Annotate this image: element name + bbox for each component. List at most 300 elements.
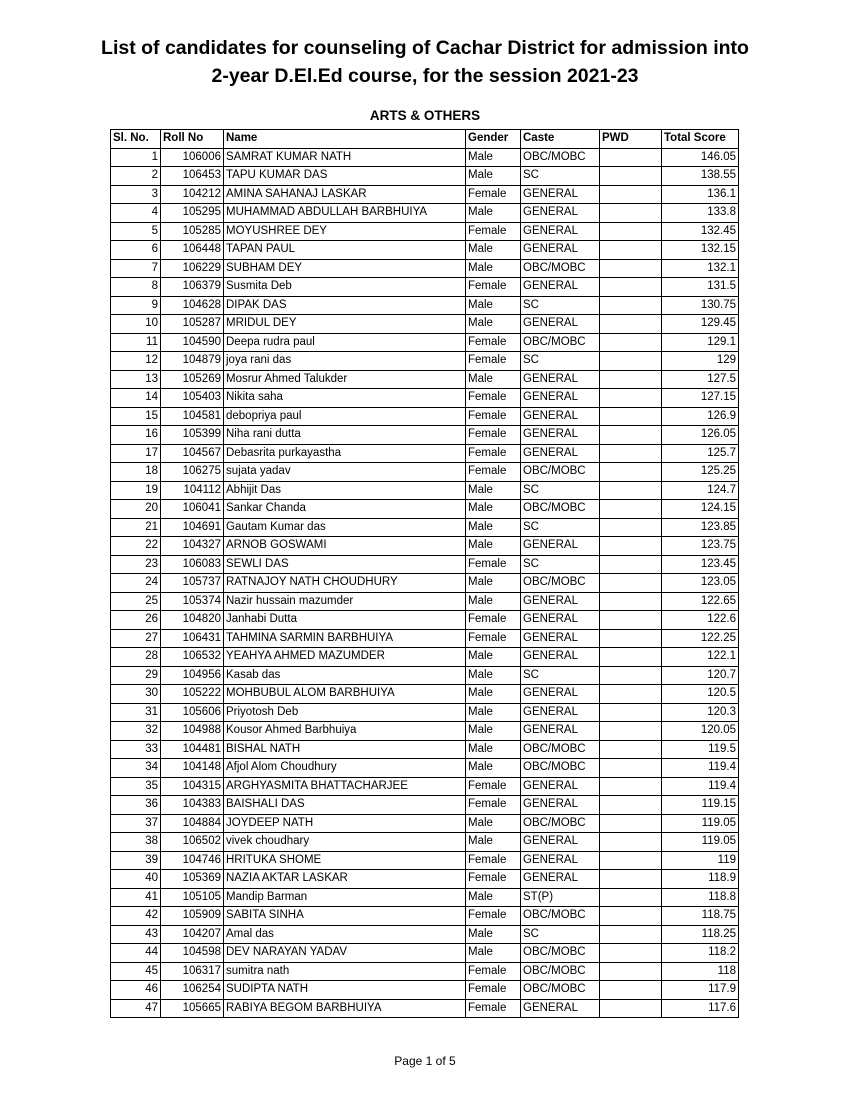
roll-no-cell: 106317: [161, 962, 224, 981]
name-cell: Sankar Chanda: [224, 500, 466, 519]
name-cell: MOHBUBUL ALOM BARBHUIYA: [224, 685, 466, 704]
caste-cell: GENERAL: [521, 999, 600, 1018]
pwd-cell: [600, 500, 662, 519]
table-row: [111, 426, 739, 445]
total-score-cell: 123.75: [662, 537, 739, 556]
name-cell: Mandip Barman: [224, 888, 466, 907]
total-score-cell: 119: [662, 851, 739, 870]
caste-cell: SC: [521, 167, 600, 186]
gender-cell: Male: [466, 259, 521, 278]
table-row: [111, 296, 739, 315]
roll-no-cell: 104988: [161, 722, 224, 741]
roll-no-cell: 105606: [161, 703, 224, 722]
sl-no-cell: 11: [111, 333, 161, 352]
roll-no-cell: 106041: [161, 500, 224, 519]
pwd-cell: [600, 740, 662, 759]
header-name: Name: [224, 130, 466, 149]
gender-cell: Male: [466, 592, 521, 611]
pwd-cell: [600, 315, 662, 334]
pwd-cell: [600, 870, 662, 889]
table-row: [111, 870, 739, 889]
caste-cell: OBC/MOBC: [521, 740, 600, 759]
roll-no-cell: 105285: [161, 222, 224, 241]
gender-cell: Male: [466, 888, 521, 907]
total-score-cell: 122.65: [662, 592, 739, 611]
pwd-cell: [600, 555, 662, 574]
table-row: [111, 685, 739, 704]
name-cell: SEWLI DAS: [224, 555, 466, 574]
gender-cell: Male: [466, 833, 521, 852]
gender-cell: Female: [466, 333, 521, 352]
sl-no-cell: 13: [111, 370, 161, 389]
roll-no-cell: 104327: [161, 537, 224, 556]
sl-no-cell: 1: [111, 148, 161, 167]
sl-no-cell: 39: [111, 851, 161, 870]
table-row: [111, 444, 739, 463]
caste-cell: OBC/MOBC: [521, 259, 600, 278]
total-score-cell: 132.45: [662, 222, 739, 241]
table-row: [111, 481, 739, 500]
name-cell: Abhijit Das: [224, 481, 466, 500]
table-row: [111, 629, 739, 648]
total-score-cell: 130.75: [662, 296, 739, 315]
name-cell: ARGHYASMITA BHATTACHARJEE: [224, 777, 466, 796]
table-row: [111, 777, 739, 796]
gender-cell: Male: [466, 574, 521, 593]
sl-no-cell: 12: [111, 352, 161, 371]
pwd-cell: [600, 796, 662, 815]
caste-cell: GENERAL: [521, 722, 600, 741]
table-row: [111, 222, 739, 241]
table-row: [111, 888, 739, 907]
roll-no-cell: 106006: [161, 148, 224, 167]
name-cell: SAMRAT KUMAR NATH: [224, 148, 466, 167]
table-row: [111, 278, 739, 297]
table-row: [111, 925, 739, 944]
name-cell: Gautam Kumar das: [224, 518, 466, 537]
name-cell: Kasab das: [224, 666, 466, 685]
pwd-cell: [600, 777, 662, 796]
name-cell: DEV NARAYAN YADAV: [224, 944, 466, 963]
pwd-cell: [600, 666, 662, 685]
gender-cell: Female: [466, 796, 521, 815]
total-score-cell: 129: [662, 352, 739, 371]
table-row: [111, 167, 739, 186]
pwd-cell: [600, 888, 662, 907]
caste-cell: GENERAL: [521, 537, 600, 556]
sl-no-cell: 10: [111, 315, 161, 334]
name-cell: TAHMINA SARMIN BARBHUIYA: [224, 629, 466, 648]
sl-no-cell: 40: [111, 870, 161, 889]
name-cell: Nazir hussain mazumder: [224, 592, 466, 611]
caste-cell: GENERAL: [521, 851, 600, 870]
pwd-cell: [600, 592, 662, 611]
table-body: [111, 148, 739, 1018]
name-cell: HRITUKA SHOME: [224, 851, 466, 870]
table-row: [111, 518, 739, 537]
pwd-cell: [600, 407, 662, 426]
sl-no-cell: 8: [111, 278, 161, 297]
table-row: [111, 981, 739, 1000]
pwd-cell: [600, 981, 662, 1000]
table-row: [111, 592, 739, 611]
pwd-cell: [600, 389, 662, 408]
roll-no-cell: 104481: [161, 740, 224, 759]
gender-cell: Female: [466, 611, 521, 630]
total-score-cell: 120.5: [662, 685, 739, 704]
sl-no-cell: 31: [111, 703, 161, 722]
roll-no-cell: 104746: [161, 851, 224, 870]
gender-cell: Female: [466, 962, 521, 981]
gender-cell: Female: [466, 352, 521, 371]
name-cell: Janhabi Dutta: [224, 611, 466, 630]
table-row: [111, 666, 739, 685]
total-score-cell: 132.15: [662, 241, 739, 260]
caste-cell: GENERAL: [521, 185, 600, 204]
header-sl-no: Sl. No.: [111, 130, 161, 149]
name-cell: Priyotosh Deb: [224, 703, 466, 722]
total-score-cell: 120.3: [662, 703, 739, 722]
header-total-score: Total Score: [662, 130, 739, 149]
total-score-cell: 129.1: [662, 333, 739, 352]
pwd-cell: [600, 222, 662, 241]
roll-no-cell: 105665: [161, 999, 224, 1018]
name-cell: sujata yadav: [224, 463, 466, 482]
total-score-cell: 120.7: [662, 666, 739, 685]
name-cell: SABITA SINHA: [224, 907, 466, 926]
header-roll-no: Roll No: [161, 130, 224, 149]
table-row: [111, 352, 739, 371]
sl-no-cell: 18: [111, 463, 161, 482]
sl-no-cell: 26: [111, 611, 161, 630]
name-cell: ARNOB GOSWAMI: [224, 537, 466, 556]
gender-cell: Female: [466, 463, 521, 482]
sl-no-cell: 35: [111, 777, 161, 796]
roll-no-cell: 104598: [161, 944, 224, 963]
roll-no-cell: 105269: [161, 370, 224, 389]
caste-cell: GENERAL: [521, 204, 600, 223]
total-score-cell: 118.8: [662, 888, 739, 907]
table-header-row: [111, 130, 739, 149]
sl-no-cell: 44: [111, 944, 161, 963]
roll-no-cell: 104884: [161, 814, 224, 833]
table-row: [111, 555, 739, 574]
caste-cell: OBC/MOBC: [521, 814, 600, 833]
gender-cell: Male: [466, 925, 521, 944]
roll-no-cell: 104383: [161, 796, 224, 815]
caste-cell: GENERAL: [521, 389, 600, 408]
name-cell: sumitra nath: [224, 962, 466, 981]
caste-cell: OBC/MOBC: [521, 981, 600, 1000]
roll-no-cell: 106448: [161, 241, 224, 260]
gender-cell: Female: [466, 851, 521, 870]
gender-cell: Female: [466, 222, 521, 241]
pwd-cell: [600, 814, 662, 833]
roll-no-cell: 105737: [161, 574, 224, 593]
name-cell: NAZIA AKTAR LASKAR: [224, 870, 466, 889]
roll-no-cell: 104567: [161, 444, 224, 463]
pwd-cell: [600, 611, 662, 630]
gender-cell: Male: [466, 666, 521, 685]
roll-no-cell: 106379: [161, 278, 224, 297]
header-pwd: PWD: [600, 130, 662, 149]
table-row: [111, 722, 739, 741]
roll-no-cell: 105403: [161, 389, 224, 408]
caste-cell: GENERAL: [521, 648, 600, 667]
roll-no-cell: 106502: [161, 833, 224, 852]
sl-no-cell: 43: [111, 925, 161, 944]
sl-no-cell: 22: [111, 537, 161, 556]
caste-cell: OBC/MOBC: [521, 962, 600, 981]
pwd-cell: [600, 944, 662, 963]
caste-cell: GENERAL: [521, 444, 600, 463]
gender-cell: Male: [466, 370, 521, 389]
total-score-cell: 120.05: [662, 722, 739, 741]
table-row: [111, 962, 739, 981]
name-cell: Deepa rudra paul: [224, 333, 466, 352]
roll-no-cell: 104590: [161, 333, 224, 352]
sl-no-cell: 14: [111, 389, 161, 408]
roll-no-cell: 105287: [161, 315, 224, 334]
caste-cell: ST(P): [521, 888, 600, 907]
caste-cell: SC: [521, 555, 600, 574]
name-cell: Kousor Ahmed Barbhuiya: [224, 722, 466, 741]
sl-no-cell: 47: [111, 999, 161, 1018]
gender-cell: Male: [466, 759, 521, 778]
pwd-cell: [600, 518, 662, 537]
name-cell: AMINA SAHANAJ LASKAR: [224, 185, 466, 204]
name-cell: YEAHYA AHMED MAZUMDER: [224, 648, 466, 667]
caste-cell: SC: [521, 352, 600, 371]
gender-cell: Female: [466, 629, 521, 648]
roll-no-cell: 105374: [161, 592, 224, 611]
name-cell: vivek choudhary: [224, 833, 466, 852]
gender-cell: Male: [466, 296, 521, 315]
pwd-cell: [600, 463, 662, 482]
total-score-cell: 122.25: [662, 629, 739, 648]
roll-no-cell: 105295: [161, 204, 224, 223]
table-row: [111, 833, 739, 852]
pwd-cell: [600, 999, 662, 1018]
pwd-cell: [600, 296, 662, 315]
table-row: [111, 796, 739, 815]
pwd-cell: [600, 962, 662, 981]
caste-cell: GENERAL: [521, 629, 600, 648]
sl-no-cell: 24: [111, 574, 161, 593]
total-score-cell: 118: [662, 962, 739, 981]
caste-cell: GENERAL: [521, 222, 600, 241]
caste-cell: SC: [521, 481, 600, 500]
gender-cell: Male: [466, 814, 521, 833]
caste-cell: GENERAL: [521, 870, 600, 889]
pwd-cell: [600, 481, 662, 500]
table-row: [111, 148, 739, 167]
sl-no-cell: 29: [111, 666, 161, 685]
pwd-cell: [600, 907, 662, 926]
name-cell: Amal das: [224, 925, 466, 944]
caste-cell: OBC/MOBC: [521, 574, 600, 593]
total-score-cell: 119.15: [662, 796, 739, 815]
sl-no-cell: 7: [111, 259, 161, 278]
caste-cell: OBC/MOBC: [521, 759, 600, 778]
caste-cell: GENERAL: [521, 241, 600, 260]
name-cell: Niha rani dutta: [224, 426, 466, 445]
gender-cell: Male: [466, 740, 521, 759]
total-score-cell: 123.85: [662, 518, 739, 537]
roll-no-cell: 104112: [161, 481, 224, 500]
table-row: [111, 907, 739, 926]
caste-cell: OBC/MOBC: [521, 463, 600, 482]
name-cell: RABIYA BEGOM BARBHUIYA: [224, 999, 466, 1018]
pwd-cell: [600, 259, 662, 278]
roll-no-cell: 105369: [161, 870, 224, 889]
name-cell: debopriya paul: [224, 407, 466, 426]
table-row: [111, 703, 739, 722]
table-row: [111, 611, 739, 630]
table-row: [111, 315, 739, 334]
table-row: [111, 241, 739, 260]
total-score-cell: 118.75: [662, 907, 739, 926]
roll-no-cell: 105222: [161, 685, 224, 704]
roll-no-cell: 105105: [161, 888, 224, 907]
roll-no-cell: 105399: [161, 426, 224, 445]
caste-cell: GENERAL: [521, 407, 600, 426]
name-cell: SUBHAM DEY: [224, 259, 466, 278]
gender-cell: Female: [466, 444, 521, 463]
caste-cell: GENERAL: [521, 777, 600, 796]
pwd-cell: [600, 648, 662, 667]
table-row: [111, 740, 739, 759]
caste-cell: SC: [521, 518, 600, 537]
total-score-cell: 119.4: [662, 759, 739, 778]
table-row: [111, 759, 739, 778]
pwd-cell: [600, 629, 662, 648]
total-score-cell: 122.1: [662, 648, 739, 667]
document-title-line-1: List of candidates for counseling of Cachar District for admission into: [101, 37, 749, 59]
caste-cell: GENERAL: [521, 370, 600, 389]
caste-cell: GENERAL: [521, 685, 600, 704]
roll-no-cell: 106275: [161, 463, 224, 482]
gender-cell: Male: [466, 722, 521, 741]
sl-no-cell: 37: [111, 814, 161, 833]
roll-no-cell: 105909: [161, 907, 224, 926]
total-score-cell: 138.55: [662, 167, 739, 186]
roll-no-cell: 104212: [161, 185, 224, 204]
total-score-cell: 123.45: [662, 555, 739, 574]
name-cell: BISHAL NATH: [224, 740, 466, 759]
gender-cell: Male: [466, 204, 521, 223]
gender-cell: Female: [466, 185, 521, 204]
document-title-line-2: 2-year D.El.Ed course, for the session 2021-23: [211, 65, 639, 87]
gender-cell: Female: [466, 777, 521, 796]
sl-no-cell: 30: [111, 685, 161, 704]
name-cell: Mosrur Ahmed Talukder: [224, 370, 466, 389]
gender-cell: Female: [466, 426, 521, 445]
caste-cell: SC: [521, 296, 600, 315]
pwd-cell: [600, 537, 662, 556]
pwd-cell: [600, 185, 662, 204]
pwd-cell: [600, 370, 662, 389]
sl-no-cell: 45: [111, 962, 161, 981]
pwd-cell: [600, 426, 662, 445]
name-cell: JOYDEEP NATH: [224, 814, 466, 833]
total-score-cell: 119.4: [662, 777, 739, 796]
roll-no-cell: 104148: [161, 759, 224, 778]
section-heading: ARTS & OTHERS: [369, 108, 481, 123]
total-score-cell: 117.6: [662, 999, 739, 1018]
pwd-cell: [600, 722, 662, 741]
gender-cell: Female: [466, 555, 521, 574]
sl-no-cell: 36: [111, 796, 161, 815]
total-score-cell: 118.2: [662, 944, 739, 963]
pwd-cell: [600, 278, 662, 297]
sl-no-cell: 3: [111, 185, 161, 204]
table-row: [111, 259, 739, 278]
table-row: [111, 463, 739, 482]
gender-cell: Female: [466, 278, 521, 297]
gender-cell: Female: [466, 907, 521, 926]
pwd-cell: [600, 759, 662, 778]
roll-no-cell: 104879: [161, 352, 224, 371]
roll-no-cell: 106229: [161, 259, 224, 278]
gender-cell: Male: [466, 315, 521, 334]
name-cell: MRIDUL DEY: [224, 315, 466, 334]
pwd-cell: [600, 241, 662, 260]
total-score-cell: 126.05: [662, 426, 739, 445]
pwd-cell: [600, 167, 662, 186]
table-row: [111, 999, 739, 1018]
sl-no-cell: 4: [111, 204, 161, 223]
name-cell: TAPAN PAUL: [224, 241, 466, 260]
roll-no-cell: 106083: [161, 555, 224, 574]
roll-no-cell: 104628: [161, 296, 224, 315]
header-caste: Caste: [521, 130, 600, 149]
pwd-cell: [600, 685, 662, 704]
sl-no-cell: 17: [111, 444, 161, 463]
roll-no-cell: 104207: [161, 925, 224, 944]
name-cell: SUDIPTA NATH: [224, 981, 466, 1000]
roll-no-cell: 106431: [161, 629, 224, 648]
name-cell: Debasrita purkayastha: [224, 444, 466, 463]
gender-cell: Male: [466, 167, 521, 186]
sl-no-cell: 33: [111, 740, 161, 759]
name-cell: Susmita Deb: [224, 278, 466, 297]
caste-cell: SC: [521, 925, 600, 944]
gender-cell: Male: [466, 241, 521, 260]
gender-cell: Male: [466, 648, 521, 667]
gender-cell: Female: [466, 981, 521, 1000]
total-score-cell: 133.8: [662, 204, 739, 223]
sl-no-cell: 27: [111, 629, 161, 648]
table-row: [111, 648, 739, 667]
gender-cell: Male: [466, 685, 521, 704]
pwd-cell: [600, 851, 662, 870]
roll-no-cell: 104315: [161, 777, 224, 796]
gender-cell: Female: [466, 999, 521, 1018]
caste-cell: GENERAL: [521, 426, 600, 445]
sl-no-cell: 41: [111, 888, 161, 907]
gender-cell: Male: [466, 481, 521, 500]
total-score-cell: 127.5: [662, 370, 739, 389]
caste-cell: GENERAL: [521, 315, 600, 334]
table-row: [111, 851, 739, 870]
caste-cell: OBC/MOBC: [521, 333, 600, 352]
caste-cell: GENERAL: [521, 592, 600, 611]
sl-no-cell: 16: [111, 426, 161, 445]
sl-no-cell: 20: [111, 500, 161, 519]
gender-cell: Male: [466, 500, 521, 519]
name-cell: Nikita saha: [224, 389, 466, 408]
